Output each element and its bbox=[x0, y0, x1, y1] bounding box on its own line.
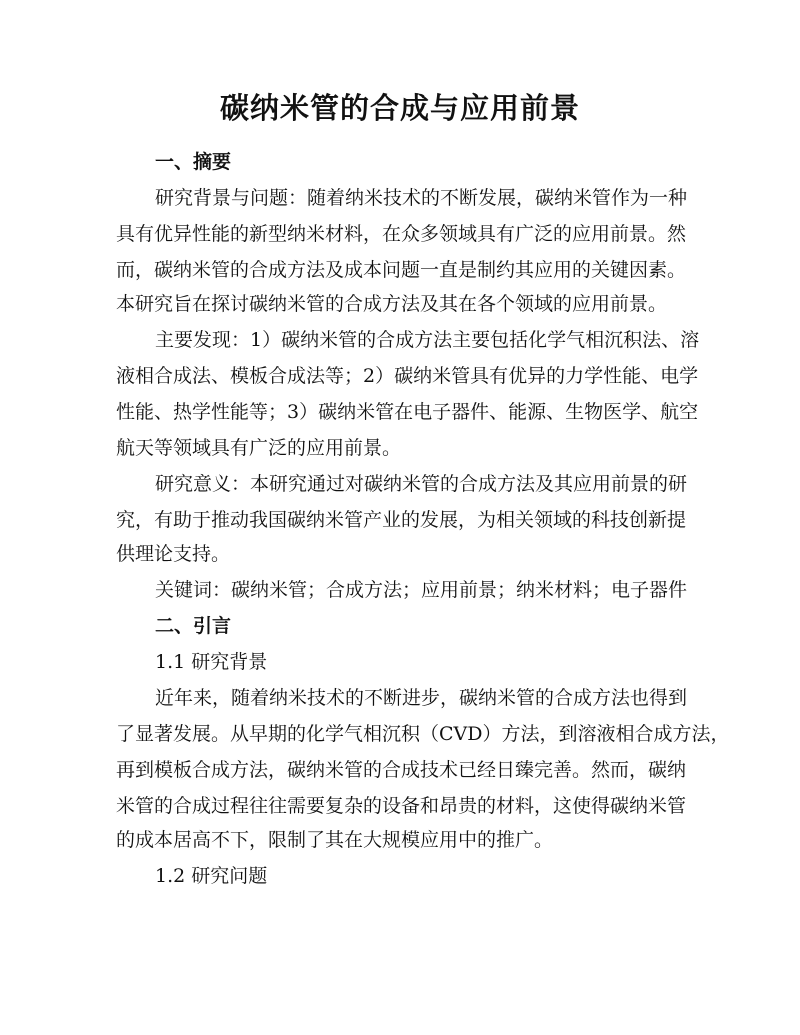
subheading-research-question: 1.2 研究问题 bbox=[155, 865, 268, 887]
background-line-1: 近年来，随着纳米技术的不断进步，碳纳米管的合成方法也得到 bbox=[155, 687, 688, 709]
abstract-significance-line-1: 研究意义：本研究通过对碳纳米管的合成方法及其应用前景的研 bbox=[155, 473, 688, 495]
abstract-significance-line-3: 供理论支持。 bbox=[116, 543, 231, 565]
abstract-findings-line-3: 性能、热学性能等；3）碳纳米管在电子器件、能源、生物医学、航空 bbox=[116, 401, 699, 423]
abstract-background-line-1: 研究背景与问题：随着纳米技术的不断发展，碳纳米管作为一种 bbox=[155, 187, 688, 209]
abstract-background-line-3: 而，碳纳米管的合成方法及成本问题一直是制约其应用的关键因素。 bbox=[116, 259, 687, 281]
background-line-2: 了显著发展。从早期的化学气相沉积（CVD）方法，到溶液相合成方法， bbox=[116, 723, 730, 745]
keywords-line: 关键词：碳纳米管；合成方法；应用前景；纳米材料；电子器件 bbox=[155, 579, 688, 601]
abstract-findings-line-2: 液相合成法、模板合成法等；2）碳纳米管具有优异的力学性能、电学 bbox=[116, 365, 699, 387]
abstract-background-line-2: 具有优异性能的新型纳米材料，在众多领域具有广泛的应用前景。然 bbox=[116, 223, 687, 245]
background-line-4: 米管的合成过程往往需要复杂的设备和昂贵的材料，这使得碳纳米管 bbox=[116, 795, 687, 817]
subheading-research-background: 1.1 研究背景 bbox=[155, 651, 268, 673]
abstract-background-line-4: 本研究旨在探讨碳纳米管的合成方法及其在各个领域的应用前景。 bbox=[116, 293, 668, 315]
background-line-5: 的成本居高不下，限制了其在大规模应用中的推广。 bbox=[116, 829, 554, 851]
background-line-3: 再到模板合成方法，碳纳米管的合成技术已经日臻完善。然而，碳纳 bbox=[116, 759, 687, 781]
abstract-findings-line-4: 航天等领域具有广泛的应用前景。 bbox=[116, 437, 402, 459]
section-heading-introduction: 二、引言 bbox=[155, 615, 232, 637]
section-heading-abstract: 一、摘要 bbox=[155, 151, 232, 173]
abstract-significance-line-2: 究，有助于推动我国碳纳米管产业的发展，为相关领域的科技创新提 bbox=[116, 509, 687, 531]
abstract-findings-line-1: 主要发现：1）碳纳米管的合成方法主要包括化学气相沉积法、溶 bbox=[155, 329, 700, 351]
document-title: 碳纳米管的合成与应用前景 bbox=[219, 91, 580, 125]
